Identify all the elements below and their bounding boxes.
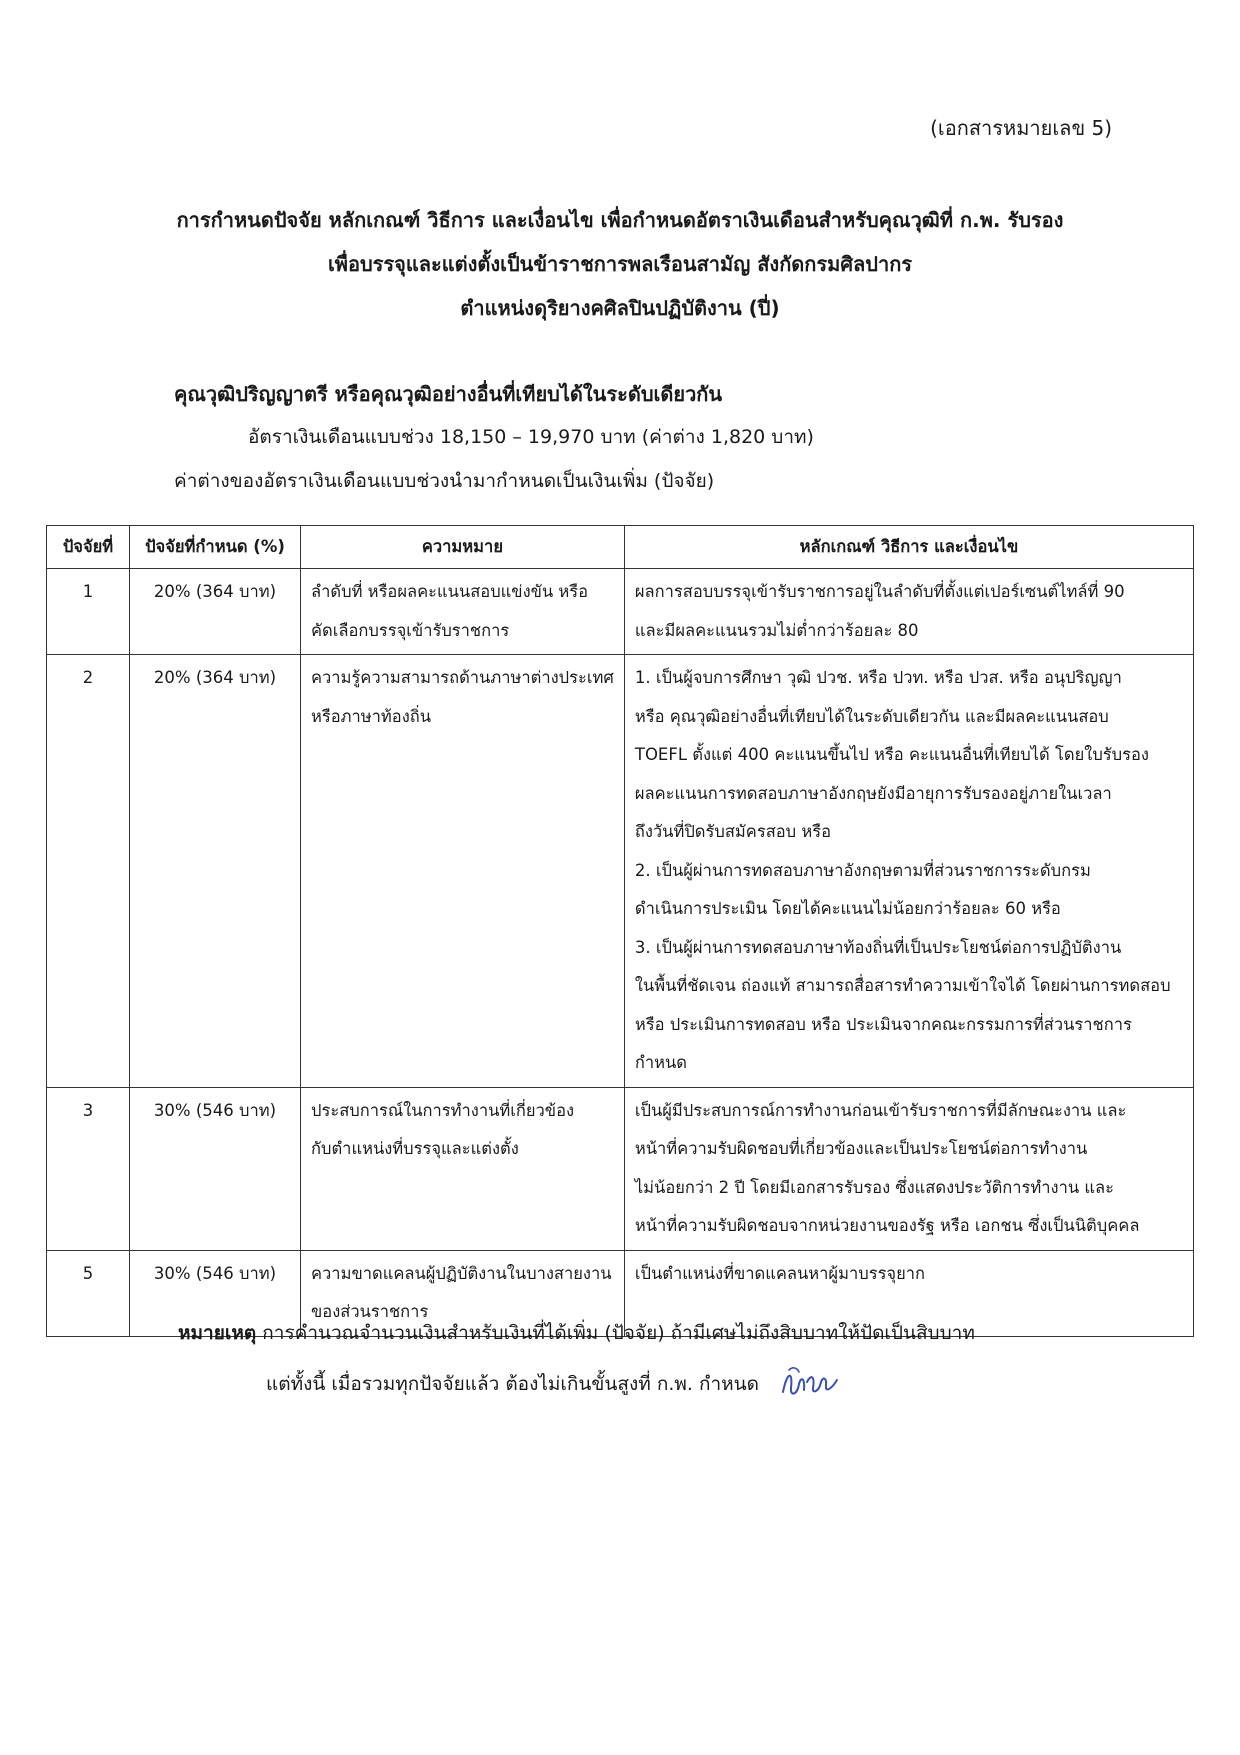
meaning-line: ของส่วนราชการ (311, 1302, 429, 1321)
factor-number: 3 (47, 1087, 130, 1250)
factor-criteria (624, 655, 1193, 1088)
note-line-1 (178, 1318, 975, 1348)
factor-percent: 30% (546 บาท) (130, 1087, 301, 1250)
factor-number: 1 (47, 569, 130, 655)
criteria-line: TOEFL ตั้งแต่ 400 คะแนนขึ้นไป หรือ คะแนนอื่นที่เทียบได้ โดยใบรับรอง (634, 745, 1149, 764)
header-meaning: ความหมาย (301, 526, 625, 569)
signature (779, 1362, 843, 1407)
factor-meaning (301, 1087, 625, 1250)
note-text-2: แต่ทั้งนี้ เมื่อรวมทุกปัจจัยแล้ว ต้องไม่เกินขั้นสูงที่ ก.พ. กำหนด (266, 1373, 760, 1395)
factor-percent: 20% (364 บาท) (130, 569, 301, 655)
criteria-line: หรือ คุณวุฒิอย่างอื่นที่เทียบได้ในระดับเดียวกัน และมีผลคะแนนสอบ (634, 706, 1109, 726)
meaning-line: หรือภาษาท้องถิ่น (311, 706, 432, 726)
criteria-line: ในพื้นที่ชัดเจน ถ่องแท้ สามารถสื่อสารทำความเข้าใจได้ โดยผ่านการทดสอบ (634, 976, 1171, 995)
factors-table (46, 525, 1194, 1337)
header-factor-number: ปัจจัยที่ (47, 526, 130, 569)
note-label: หมายเหตุ (178, 1322, 257, 1344)
criteria-line: หน้าที่ความรับผิดชอบจากหน่วยงานของรัฐ หรือ เอกชน ซึ่งเป็นนิติบุคคล (634, 1216, 1140, 1235)
meaning-line: ความรู้ความสามารถด้านภาษาต่างประเทศ (311, 668, 614, 687)
factor-percent: 20% (364 บาท) (130, 655, 301, 1088)
table-row (47, 655, 1194, 1088)
meaning-line: ประสบการณ์ในการทำงานที่เกี่ยวข้อง (311, 1100, 575, 1120)
criteria-line: ถึงวันที่ปิดรับสมัครสอบ หรือ (634, 822, 832, 841)
criteria-line: 1. เป็นผู้จบการศึกษา วุฒิ ปวช. หรือ ปวท. หรือ ปวส. หรือ อนุปริญญา (634, 668, 1122, 687)
title-line-1: การกำหนดปัจจัย หลักเกณฑ์ วิธีการ และเงื่อนไข เพื่อกำหนดอัตราเงินเดือนสำหรับคุณวุฒิที่ ก.พ. รับรอง (176, 208, 1064, 232)
note-line-2 (266, 1362, 843, 1407)
meaning-line: กับตำแหน่งที่บรรจุและแต่งตั้ง (311, 1139, 519, 1158)
criteria-line: ดำเนินการประเมิน โดยได้คะแนนไม่น้อยกว่าร้อยละ 60 หรือ (634, 899, 1061, 918)
meaning-line: คัดเลือกบรรจุเข้ารับราชการ (311, 620, 510, 640)
note-text-1: การคำนวณจำนวนเงินสำหรับเงินที่ได้เพิ่ม (ปัจจัย) ถ้ามีเศษไม่ถึงสิบบาทให้ปัดเป็นสิบบาท (262, 1322, 975, 1344)
salary-range: อัตราเงินเดือนแบบช่วง 18,150 – 19,970 บาท (ค่าต่าง 1,820 บาท) (248, 426, 814, 448)
criteria-line: หน้าที่ความรับผิดชอบที่เกี่ยวข้องและเป็นประโยชน์ต่อการทำงาน (634, 1139, 1088, 1158)
factor-number: 5 (47, 1250, 130, 1336)
criteria-line: กำหนด (634, 1053, 687, 1072)
factor-meaning (301, 655, 625, 1088)
difference-note: ค่าต่างของอัตราเงินเดือนแบบช่วงนำมากำหนดเป็นเงินเพิ่ม (ปัจจัย) (174, 470, 715, 492)
criteria-line: ไม่น้อยกว่า 2 ปี โดยมีเอกสารรับรอง ซึ่งแสดงประวัติการทำงาน และ (634, 1177, 1115, 1197)
criteria-line: 2. เป็นผู้ผ่านการทดสอบภาษาอังกฤษตามที่ส่วนราชการระดับกรม (634, 860, 1091, 880)
criteria-line: ผลคะแนนการทดสอบภาษาอังกฤษยังมีอายุการรับรองอยู่ภายในเวลา (634, 783, 1112, 803)
criteria-line: เป็นผู้มีประสบการณ์การทำงานก่อนเข้ารับราชการที่มีลักษณะงาน และ (634, 1100, 1127, 1120)
factor-criteria (624, 1087, 1193, 1250)
document-title (0, 198, 1240, 330)
criteria-line: 3. เป็นผู้ผ่านการทดสอบภาษาท้องถิ่นที่เป็นประโยชน์ต่อการปฏิบัติงาน (634, 937, 1122, 957)
factor-number: 2 (47, 655, 130, 1088)
criteria-line: และมีผลคะแนนรวมไม่ต่ำกว่าร้อยละ 80 (634, 620, 919, 640)
criteria-line: เป็นตำแหน่งที่ขาดแคลนหาผู้มาบรรจุยาก (634, 1263, 926, 1283)
signature-scribble-icon (779, 1362, 843, 1402)
factor-meaning (301, 569, 625, 655)
title-line-2: เพื่อบรรจุและแต่งตั้งเป็นข้าราชการพลเรือนสามัญ สังกัดกรมศิลปากร (327, 252, 913, 276)
factor-criteria (624, 569, 1193, 655)
meaning-line: ความขาดแคลนผู้ปฏิบัติงานในบางสายงาน (311, 1263, 612, 1283)
criteria-line: ผลการสอบบรรจุเข้ารับราชการอยู่ในลำดับที่ตั้งแต่เปอร์เซนต์ไทล์ที่ 90 (634, 582, 1125, 601)
title-line-3: ตำแหน่งดุริยางคศิลปินปฏิบัติงาน (ปี่) (460, 296, 780, 320)
qualification-heading: คุณวุฒิปริญญาตรี หรือคุณวุฒิอย่างอื่นที่เทียบได้ในระดับเดียวกัน (174, 382, 723, 406)
table-row (47, 569, 1194, 655)
document-number: (เอกสารหมายเลข 5) (930, 116, 1112, 140)
factor-percent: 30% (546 บาท) (130, 1250, 301, 1336)
criteria-line: หรือ ประเมินการทดสอบ หรือ ประเมินจากคณะกรรมการที่ส่วนราชการ (634, 1014, 1132, 1034)
header-factor-percent: ปัจจัยที่กำหนด (%) (130, 526, 301, 569)
meaning-line: ลำดับที่ หรือผลคะแนนสอบแข่งขัน หรือ (311, 582, 589, 601)
table-row (47, 1087, 1194, 1250)
table-header-row (47, 526, 1194, 569)
header-criteria: หลักเกณฑ์ วิธีการ และเงื่อนไข (624, 526, 1193, 569)
